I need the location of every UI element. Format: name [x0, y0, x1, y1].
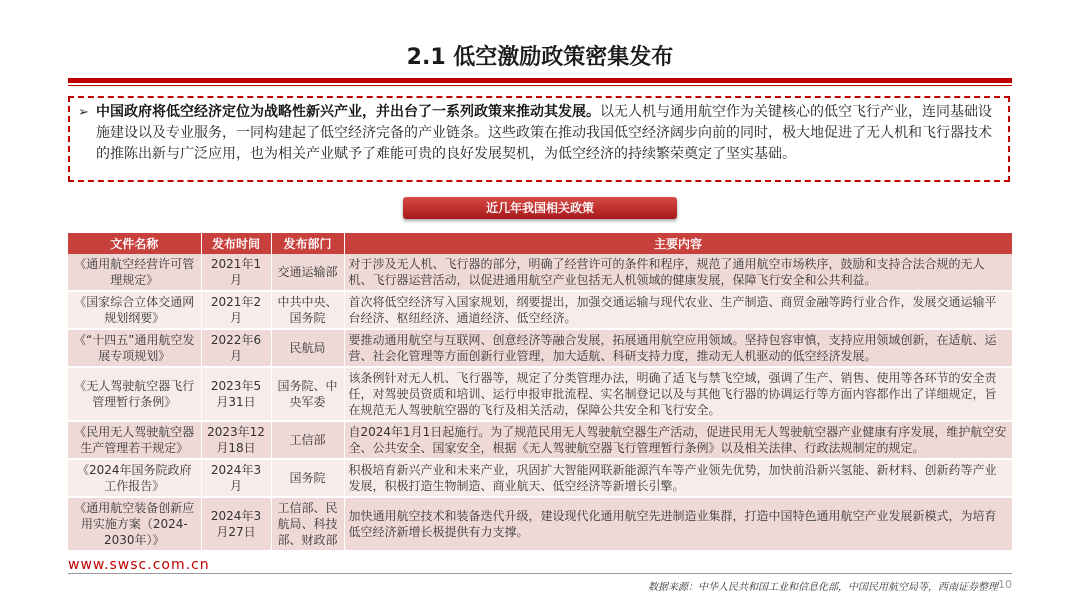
cell-content: 要推动通用航空与互联网、创意经济等融合发展，拓展通用航空应用领域。坚持包容审慎，支持应用领域创新，在适航、运营、社会化管理等方面创新行业管理，加大适航、科研支持力度，推动无人机驱动的低空经济发展。 [344, 329, 1012, 367]
header-publish-time: 发布时间 [201, 233, 271, 254]
header-doc-name: 文件名称 [68, 233, 201, 254]
header-main-content: 主要内容 [344, 233, 1012, 254]
cell-time: 2024年3月 [201, 459, 271, 497]
table-row [68, 291, 1012, 329]
cell-doc-name: 《“十四五”通用航空发展专项规划》 [68, 329, 201, 367]
cell-content: 该条例针对无人机、飞行器等，规定了分类管理办法，明确了适飞与禁飞空域，强调了生产、销售、使用等各环节的安全责任，对驾驶员资质和培训、运行申报审批流程、实名制登记以及与其他飞行器的协调运行等方面内容都作出了详细规定，旨在规范无人驾驶航空器的飞行及相关活动，保障公共安全和飞行安全。 [344, 367, 1012, 421]
cell-dept: 民航局 [271, 329, 344, 367]
cell-doc-name: 《无人驾驶航空器飞行管理暂行条例》 [68, 367, 201, 421]
cell-time: 2023年5月31日 [201, 367, 271, 421]
header-department: 发布部门 [271, 233, 344, 254]
source-note: 数据来源：中华人民共和国工业和信息化部，中国民用航空局等，西南证券整理 [648, 582, 998, 593]
cell-doc-name: 《国家综合立体交通网规划纲要》 [68, 291, 201, 329]
table-row [68, 421, 1012, 459]
cell-content: 积极培育新兴产业和未来产业，巩固扩大智能网联新能源汽车等产业领先优势，加快前沿新兴氢能、新材料、创新药等产业发展，积极打造生物制造、商业航天、低空经济等新增长引擎。 [344, 459, 1012, 497]
footer-divider [68, 573, 1012, 574]
cell-dept: 交通运输部 [271, 254, 344, 291]
cell-content: 加快通用航空技术和装备迭代升级，建设现代化通用航空先进制造业集群，打造中国特色通用航空产业发展新模式，为培育低空经济新增长极提供有力支撑。 [344, 497, 1012, 551]
cell-dept: 工信部、民航局、科技部、财政部 [271, 497, 344, 551]
table-caption: 近几年我国相关政策 [403, 197, 677, 219]
cell-time: 2022年6月 [201, 329, 271, 367]
page-number: 10 [998, 578, 1012, 591]
website-link[interactable]: www.swsc.com.cn [68, 557, 210, 573]
cell-content: 对于涉及无人机、飞行器的部分，明确了经营许可的条件和程序，规范了通用航空市场秩序，鼓励和支持合法合规的无人机、飞行器运营活动，以促进通用航空产业包括无人机领域的健康发展，保障飞行安全和公共利益。 [344, 254, 1012, 291]
cell-time: 2021年1月 [201, 254, 271, 291]
cell-doc-name: 《2024年国务院政府工作报告》 [68, 459, 201, 497]
table-row [68, 329, 1012, 367]
title-underline [68, 78, 1012, 83]
intro-box [68, 96, 1010, 182]
cell-doc-name: 《通用航空经营许可管理规定》 [68, 254, 201, 291]
cell-content: 首次将低空经济写入国家规划，纲要提出，加强交通运输与现代农业、生产制造、商贸金融等跨行业合作，发展交通运输平台经济、枢纽经济、通道经济、低空经济。 [344, 291, 1012, 329]
table-row [68, 459, 1012, 497]
cell-time: 2024年3月27日 [201, 497, 271, 551]
cell-time: 2021年2月 [201, 291, 271, 329]
page-title: 2.1 低空激励政策密集发布 [406, 45, 674, 70]
bullet-arrow-icon: ➢ [78, 105, 89, 120]
table-row [68, 497, 1012, 551]
policy-table [68, 233, 1013, 552]
cell-dept: 国务院 [271, 459, 344, 497]
cell-dept: 中共中央、国务院 [271, 291, 344, 329]
cell-dept: 工信部 [271, 421, 344, 459]
intro-bold-text: 中国政府将低空经济定位为战略性新兴产业，并出台了一系列政策来推动其发展。 [96, 104, 600, 120]
table-row [68, 254, 1012, 291]
intro-text: 以无人机与通用航空作为关键核心的低空飞行产业，连同基础设施建设以及专业服务，一同构建起了低空经济完备的产业链条。这些政策在推动我国低空经济阔步向前的同时，极大地促进了无人机和飞行器技术的推陈出新与广泛应用，也为相关产业赋予了难能可贵的良好发展契机，为低空经济的持续繁荣奠定了坚实基础。 [96, 104, 992, 162]
cell-time: 2023年12月18日 [201, 421, 271, 459]
cell-doc-name: 《民用无人驾驶航空器生产管理若干规定》 [68, 421, 201, 459]
table-header-row [68, 233, 1012, 254]
cell-content: 自2024年1月1日起施行。为了规范民用无人驾驶航空器生产活动，促进民用无人驾驶航空器产业健康有序发展，维护航空安全、公共安全、国家安全，根据《无人驾驶航空器飞行管理暂行条例》以及相关法律、行政法规制定的规定。 [344, 421, 1012, 459]
cell-doc-name: 《通用航空装备创新应用实施方案（2024-2030年）》 [68, 497, 201, 551]
cell-dept: 国务院、中央军委 [271, 367, 344, 421]
table-row [68, 367, 1012, 421]
